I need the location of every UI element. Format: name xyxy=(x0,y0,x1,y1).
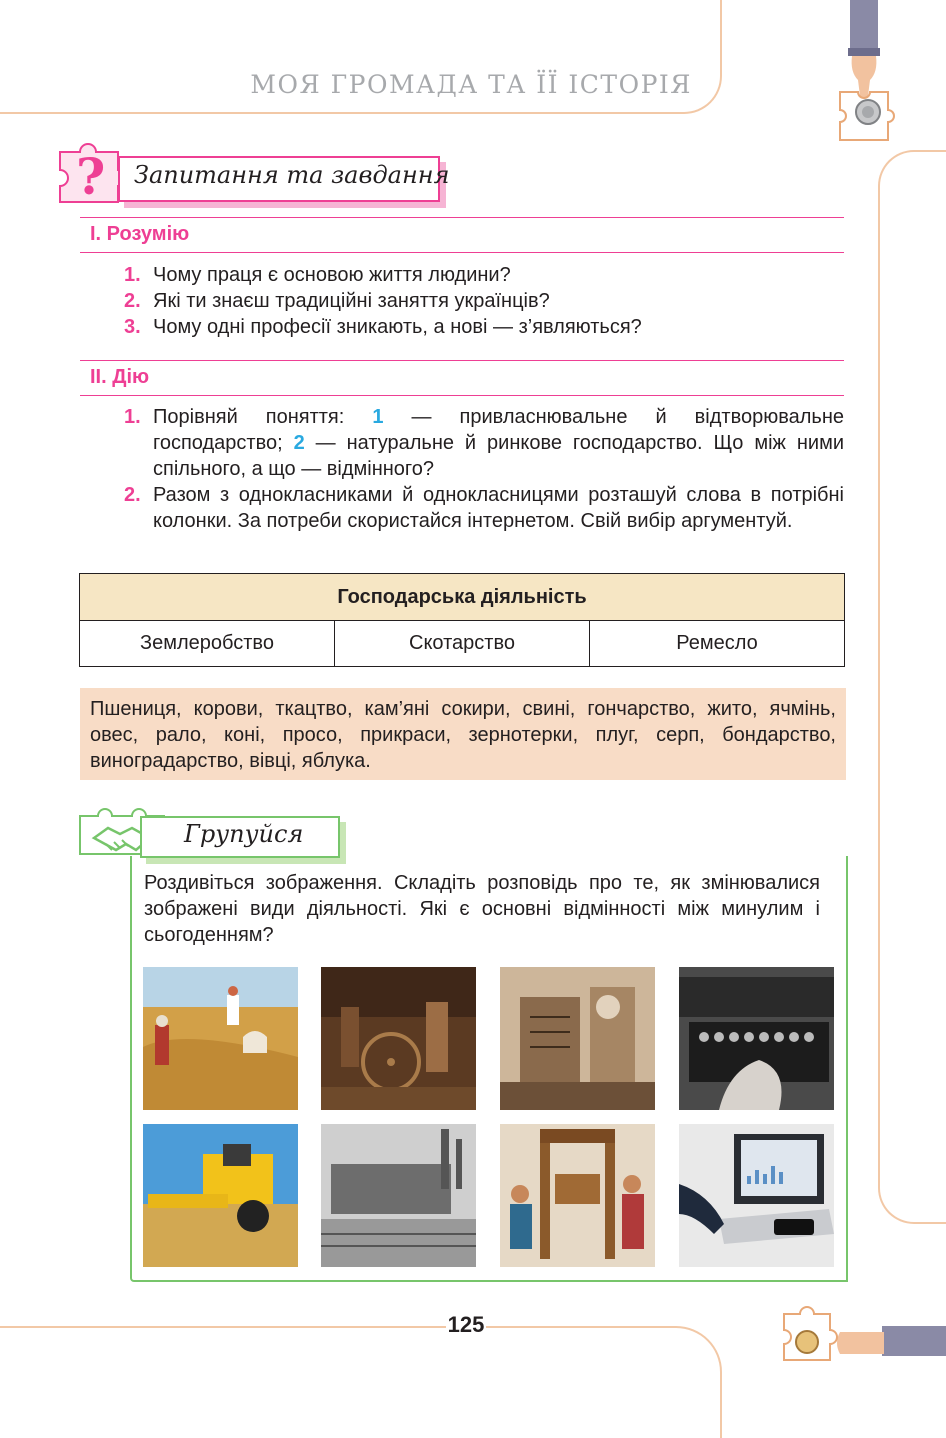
table-cell: Скотарство xyxy=(335,621,590,667)
task-text-part: Порівняй поняття: xyxy=(153,406,373,428)
table-cell: Ремесло xyxy=(590,621,845,667)
task-text: Разом з однокласниками й однокласницями розташуй слова в потрібні колонки. За потреби скористайся інтернетом. Свій вибір аргументуй. xyxy=(153,484,844,532)
section-understand-heading xyxy=(80,217,844,253)
task-item xyxy=(124,482,844,534)
questions-heading: Запитання та завдання xyxy=(134,161,450,189)
question-text: Чому одні професії зникають, а нові — з’являються? xyxy=(153,316,642,338)
question-text: Які ти знаєш традиційні заняття українців? xyxy=(153,290,550,312)
typewriter-image xyxy=(679,967,834,1110)
svg-text:?: ? xyxy=(76,147,106,204)
word-bank: Пшениця, корови, ткацтво, кам’яні сокири, свині, гончарство, жито, ячмінь, овес, рало, коні, просо, прикраси, зернотерки, плуг, серп, бондарство, виноградарство, вівці, яблука. xyxy=(80,688,846,780)
side-frame xyxy=(878,150,946,1224)
concept-marker-1: 1 xyxy=(372,406,384,428)
task-text-part: — натуральне й ринкове господарство. Що між ними спільного, а що — відмінного? xyxy=(153,432,844,480)
activity-table xyxy=(79,573,845,667)
medieval-scribe-engraving-image xyxy=(500,967,655,1110)
question-number: 3. xyxy=(124,316,141,338)
task-text-part: — привласнювальне й відтворювальне господарство; xyxy=(153,406,844,454)
concept-marker-2: 2 xyxy=(293,432,305,454)
table-header: Господарська діяльність xyxy=(80,574,845,621)
question-item xyxy=(124,262,844,288)
section-understand-title: І. Розумію xyxy=(90,223,190,245)
question-item xyxy=(124,288,844,314)
task-item xyxy=(124,404,844,482)
combine-harvester-image xyxy=(143,1124,298,1267)
laptop-work-image xyxy=(679,1124,834,1267)
table-cell: Землеробство xyxy=(80,621,335,667)
spinning-wheel-painting-image xyxy=(321,967,476,1110)
hand-puzzle-icon xyxy=(780,1300,946,1370)
understand-question-list xyxy=(124,262,844,340)
question-item xyxy=(124,314,844,340)
section-act-heading xyxy=(80,360,844,396)
page-number: 125 xyxy=(447,1312,485,1337)
task-text xyxy=(153,404,844,482)
footer-frame xyxy=(0,1326,722,1438)
question-number: 2. xyxy=(124,290,141,312)
task-number: 2. xyxy=(124,484,141,506)
group-heading: Групуйся xyxy=(184,820,304,848)
group-task-text: Роздивіться зображення. Складіть розповідь про те, як змінювалися зображені види діяльності. Які є основні відмінності між минулим і сьогоденням? xyxy=(144,872,820,946)
harvest-field-image xyxy=(143,967,298,1110)
printing-press-image xyxy=(500,1124,655,1267)
old-factory-photo-image xyxy=(321,1124,476,1267)
act-task-list xyxy=(124,404,844,534)
section-act-title: ІІ. Дію xyxy=(90,366,150,388)
table-row xyxy=(80,621,845,667)
question-number: 1. xyxy=(124,264,141,286)
hand-puzzle-icon xyxy=(828,0,898,150)
table-header-row xyxy=(80,574,845,621)
task-number: 1. xyxy=(124,406,141,428)
question-text: Чому праця є основою життя людини? xyxy=(153,264,511,286)
header-title: МОЯ ГРОМАДА ТА ЇЇ ІСТОРІЯ xyxy=(250,70,692,99)
